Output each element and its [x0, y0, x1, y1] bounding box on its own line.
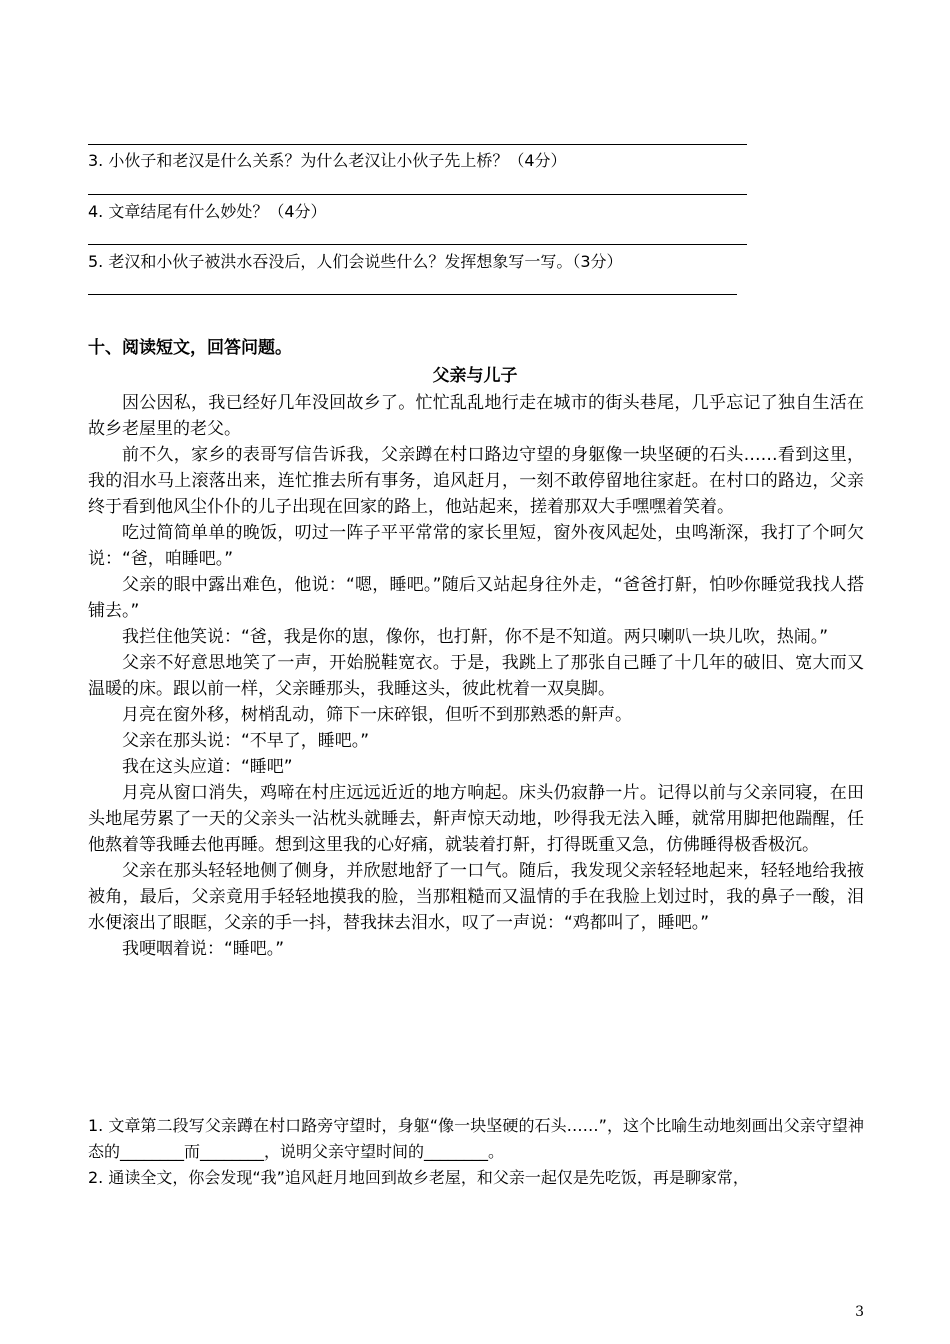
question-list [88, 1113, 864, 1191]
question-4: 4. 文章结尾有什么妙处？（4分） [88, 202, 327, 221]
article-title: 父亲与儿子 [432, 366, 518, 386]
article-paragraph: 月亮从窗口消失，鸡啼在村庄远远近近的地方响起。床头仍寂静一片。记得以前与父亲同寝，在田头地尾劳累了一天的父亲头一沾枕头就睡去，鼾声惊天动地，吵得我无法入睡，就常用脚把他踹醒，任他熬着等我睡去他再睡。想到这里我的心好痛，就装着打鼾，打得既重又急，仿佛睡得极香极沉。 [88, 783, 864, 855]
question-3: 3. 小伙子和老汉是什么关系？为什么老汉让小伙子先上桥？（4分） [88, 151, 567, 170]
article-paragraph: 吃过简简单单的晚饭，叨过一阵子平平常常的家长里短，窗外夜风起处，虫鸣渐深，我打了个呵欠说：“爸，咱睡吧。” [88, 523, 864, 569]
article-paragraph: 父亲在那头说：“不早了，睡吧。” [122, 731, 370, 751]
article-paragraph: 父亲不好意思地笑了一声，开始脱鞋宽衣。于是，我跳上了那张自己睡了十几年的破旧、宽大而又温暖的床。跟以前一样，父亲睡那头，我睡这头，彼此枕着一双臭脚。 [88, 653, 864, 699]
article-body [88, 390, 864, 962]
article-paragraph: 月亮在窗外移，树梢乱动，筛下一床碎银，但听不到那熟悉的鼾声。 [122, 705, 632, 725]
page-number: 3 [855, 1304, 864, 1320]
question-item: 2. 通读全文，你会发现“我”追风赶月地回到故乡老屋，和父亲一起仅是先吃饭，再是聊家常， [88, 1168, 749, 1187]
question-item: 1. 文章第二段写父亲蹲在村口路旁守望时，身躯“像一块坚硬的石头……”，这个比喻生动地刻画出父亲守望神态的________而________，说明父亲守望时间的________。 [88, 1116, 864, 1161]
article-paragraph: 父亲在那头轻轻地侧了侧身，并欣慰地舒了一口气。随后，我发现父亲轻轻地起来，轻轻地给我掖被角，最后，父亲竟用手轻轻地摸我的脸，当那粗糙而又温情的手在我脸上划过时，我的鼻子一酸，泪水便滚出了眼眶，父亲的手一抖，替我抹去泪水，叹了一声说：“鸡都叫了，睡吧。” [88, 861, 864, 933]
section-heading: 十、阅读短文，回答问题。 [88, 338, 292, 358]
article-paragraph: 前不久，家乡的表哥写信告诉我，父亲蹲在村口路边守望的身躯像一块坚硬的石头……看到这里，我的泪水马上滚落出来，连忙推去所有事务，追风赶月，一刻不敢停留地往家赶。在村口的路边，父亲终于看到他风尘仆仆的儿子出现在回家的路上，他站起来，搓着那双大手嘿嘿着笑着。 [88, 445, 864, 517]
question-5: 5. 老汉和小伙子被洪水吞没后，人们会说些什么？发挥想象写一写。（3分） [88, 252, 623, 271]
article-paragraph: 我拦住他笑说：“爸，我是你的崽，像你，也打鼾，你不是不知道。两只喇叭一块儿吹，热闹。” [122, 627, 829, 647]
article-paragraph: 因公因私，我已经好几年没回故乡了。忙忙乱乱地行走在城市的街头巷尾，几乎忘记了独自生活在故乡老屋里的老父。 [88, 393, 864, 439]
answer-line [88, 144, 747, 145]
article-paragraph: 我哽咽着说：“睡吧。” [122, 939, 285, 959]
article-paragraph: 父亲的眼中露出难色，他说：“嗯，睡吧。”随后又站起身往外走，“爸爸打鼾，怕吵你睡觉我找人搭铺去。” [88, 575, 864, 621]
answer-line [88, 244, 747, 245]
answer-line [88, 194, 747, 195]
answer-line [88, 294, 737, 295]
article-paragraph: 我在这头应道：“睡吧” [122, 757, 293, 777]
